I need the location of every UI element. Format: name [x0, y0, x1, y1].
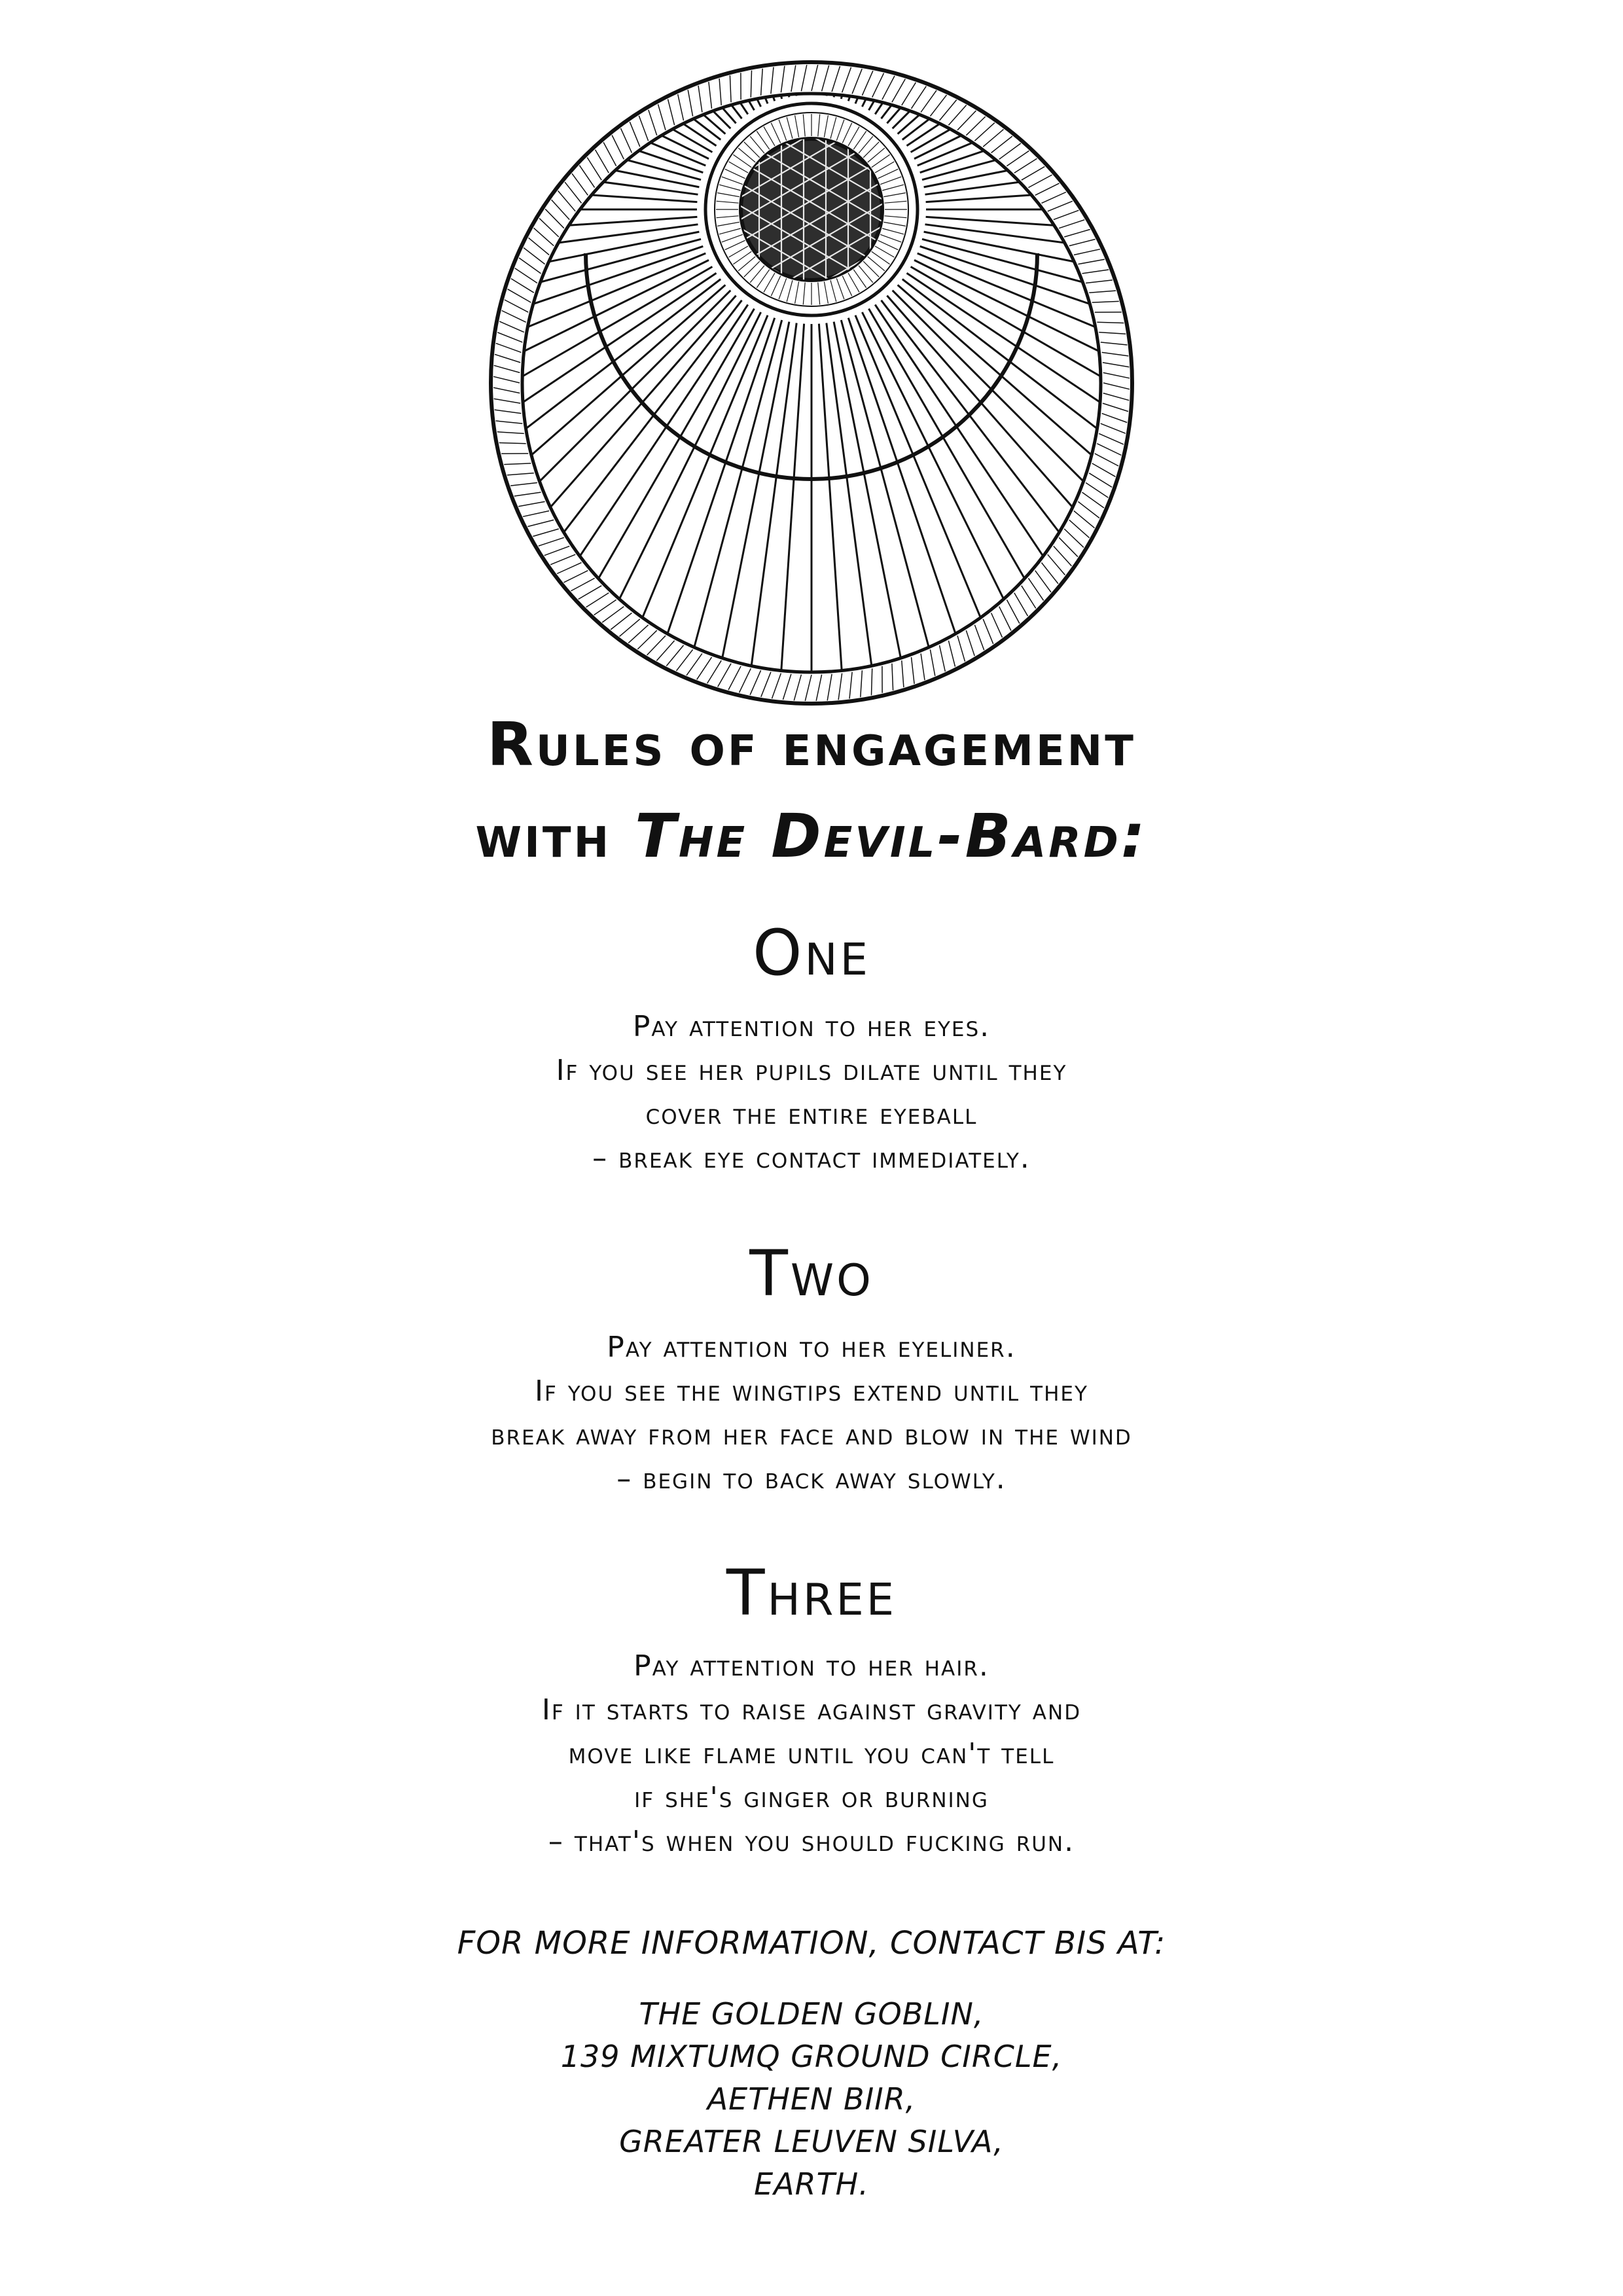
rule-line: – break eye contact immediately.	[592, 1141, 1031, 1175]
page-title	[0, 709, 1623, 780]
rule-two-title: Two	[749, 1237, 874, 1310]
rule-one-title: One	[752, 916, 870, 990]
title-line-2-prefix: with	[475, 801, 635, 871]
rule-two-body	[0, 1325, 1623, 1501]
title-devil-bard: The Devil-Bard:	[635, 801, 1148, 871]
rule-line: If it starts to raise against gravity and	[541, 1693, 1082, 1727]
title-line-1: Rules of engagement	[487, 709, 1136, 780]
rule-line: move like flame until you can't tell	[568, 1737, 1055, 1770]
rule-line: cover the entire eyeball	[645, 1098, 978, 1131]
address-line: GREATER LEUVEN SILVA,	[619, 2124, 1004, 2159]
rule-one-body	[0, 1005, 1623, 1180]
address-line: THE GOLDEN GOBLIN,	[639, 1996, 984, 2032]
address-line: AETHEN BIIR,	[707, 2081, 916, 2117]
contact-heading: FOR MORE INFORMATION, CONTACT BIS AT:	[457, 1925, 1166, 1962]
rule-line: if she's ginger or burning	[634, 1781, 989, 1814]
rule-three-title: Three	[726, 1556, 897, 1630]
rule-line: – begin to back away slowly.	[616, 1462, 1007, 1496]
rule-line: – that's when you should fucking run.	[548, 1825, 1075, 1858]
contact-address	[0, 1993, 1623, 2206]
rule-line: If you see her pupils dilate until they	[556, 1054, 1067, 1087]
address-line: 139 MIXTUMQ GROUND CIRCLE,	[560, 2039, 1063, 2074]
rule-line: break away from her face and blow in the wind	[491, 1418, 1132, 1452]
address-line: EARTH.	[754, 2166, 869, 2202]
rule-line: Pay attention to her hair.	[633, 1649, 990, 1683]
page-title-line-2	[0, 801, 1623, 871]
rule-line: Pay attention to her eyes.	[632, 1010, 991, 1043]
rule-line: Pay attention to her eyeliner.	[607, 1331, 1016, 1364]
rule-three-body	[0, 1644, 1623, 1863]
crescent-moon-sun-emblem-icon	[484, 56, 1139, 710]
rule-line: If you see the wingtips extend until they	[535, 1374, 1088, 1408]
